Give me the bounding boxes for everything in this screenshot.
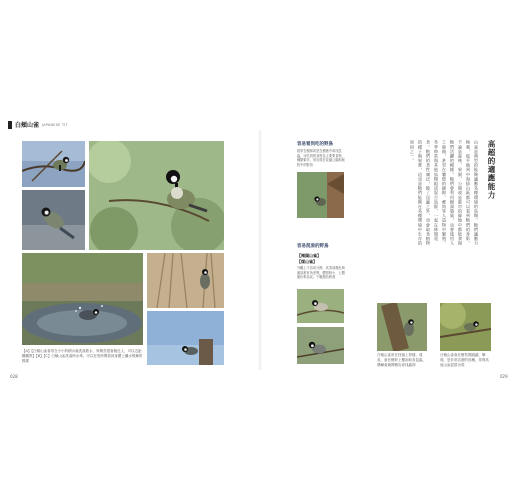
section-text-food: 經常在樹林或是在樹叢中尋找昆蟲，可吃到的食物為主要要食物，種類繁多，常出現在花園公園和庭院中的野鳥 <box>297 149 345 167</box>
photo-tit-bathing <box>22 253 143 345</box>
photo-tit-on-trunk <box>377 303 427 351</box>
photo-coal-tit <box>297 327 344 364</box>
photo-willow-tit <box>297 289 344 323</box>
section-title-food: 容易看到吃的野鳥 <box>297 142 333 147</box>
tag-coal-tit: 【煤山雀】 <box>297 259 317 264</box>
chapter-header <box>8 120 68 129</box>
section-title-confusing: 容易混淆的野鳥 <box>297 244 329 249</box>
page-number-left: 028 <box>10 374 18 379</box>
left-page-caption: 【A】【白頰山雀會常在小小的積水處洗澡飲水，與眾鳥很會親近人，可以近距離觀察】【B】【C】白頰山雀洗澡時水珠，可以在短時間看到身體上攝水飛舞的模樣 <box>22 349 143 363</box>
right-page-vertical-body: 山雀是典型的能夠適應各種環境的鳥類。牠們適應力極強，從平地到中海拔山區都可以看到牠們的身影，不論是森林、果園、公園或是都市的綠地中都能發現牠們活躍的模樣。牠們會利用樹洞築巢，也會使用人工巢箱，甚至在牆壁的縫隙、郵筒等人造物中繁殖。冬季時常與其他鳥類組成混合鳥群，一起在林間覓食。牠們的食性廣泛，除了昆蟲之外，也會取食植物的種子與果實，這也是牠們能夠在各種環境中生存的原因之一。 <box>410 140 479 246</box>
chapter-title: 白頰山雀 <box>15 122 40 129</box>
photo-tit-feeder <box>297 172 344 218</box>
photo-tit-perched-branch <box>22 141 85 187</box>
right-page-vertical-title: 高超的適應能力 <box>487 140 496 200</box>
tag-willow-tit: 【褐頭山雀】 <box>297 253 321 258</box>
page-gutter <box>258 130 262 370</box>
photo-tit-post-bluesky <box>147 311 224 365</box>
photo-tit-on-rock <box>22 190 85 250</box>
photo-tit-reeds <box>147 253 224 308</box>
photo-tit-on-branch <box>440 303 491 351</box>
header-marker <box>8 121 12 129</box>
chapter-subtitle: JAPANESE TIT <box>42 122 68 127</box>
photo-tit-closeup-foliage <box>89 141 224 250</box>
right-caption-left: 白頰山雀常在枝頭上停棲、覓食，會在樹幹上鑿洞取食昆蟲，偶爾會撬開樹皮尋找蟲卵 <box>377 353 426 367</box>
section-text-confusing: 外觀上不容易分辨，其背部顏色與頭部都有所差異，體型較小、上體顏色較為灰，下腹顏色較淺 <box>297 266 345 280</box>
right-caption-right: 白頰山雀會在樹枝間跳躍、攀爬，是非常活潑的鳥種，常與其他山雀混群出現 <box>440 353 489 367</box>
page-number-right: 029 <box>500 374 508 379</box>
